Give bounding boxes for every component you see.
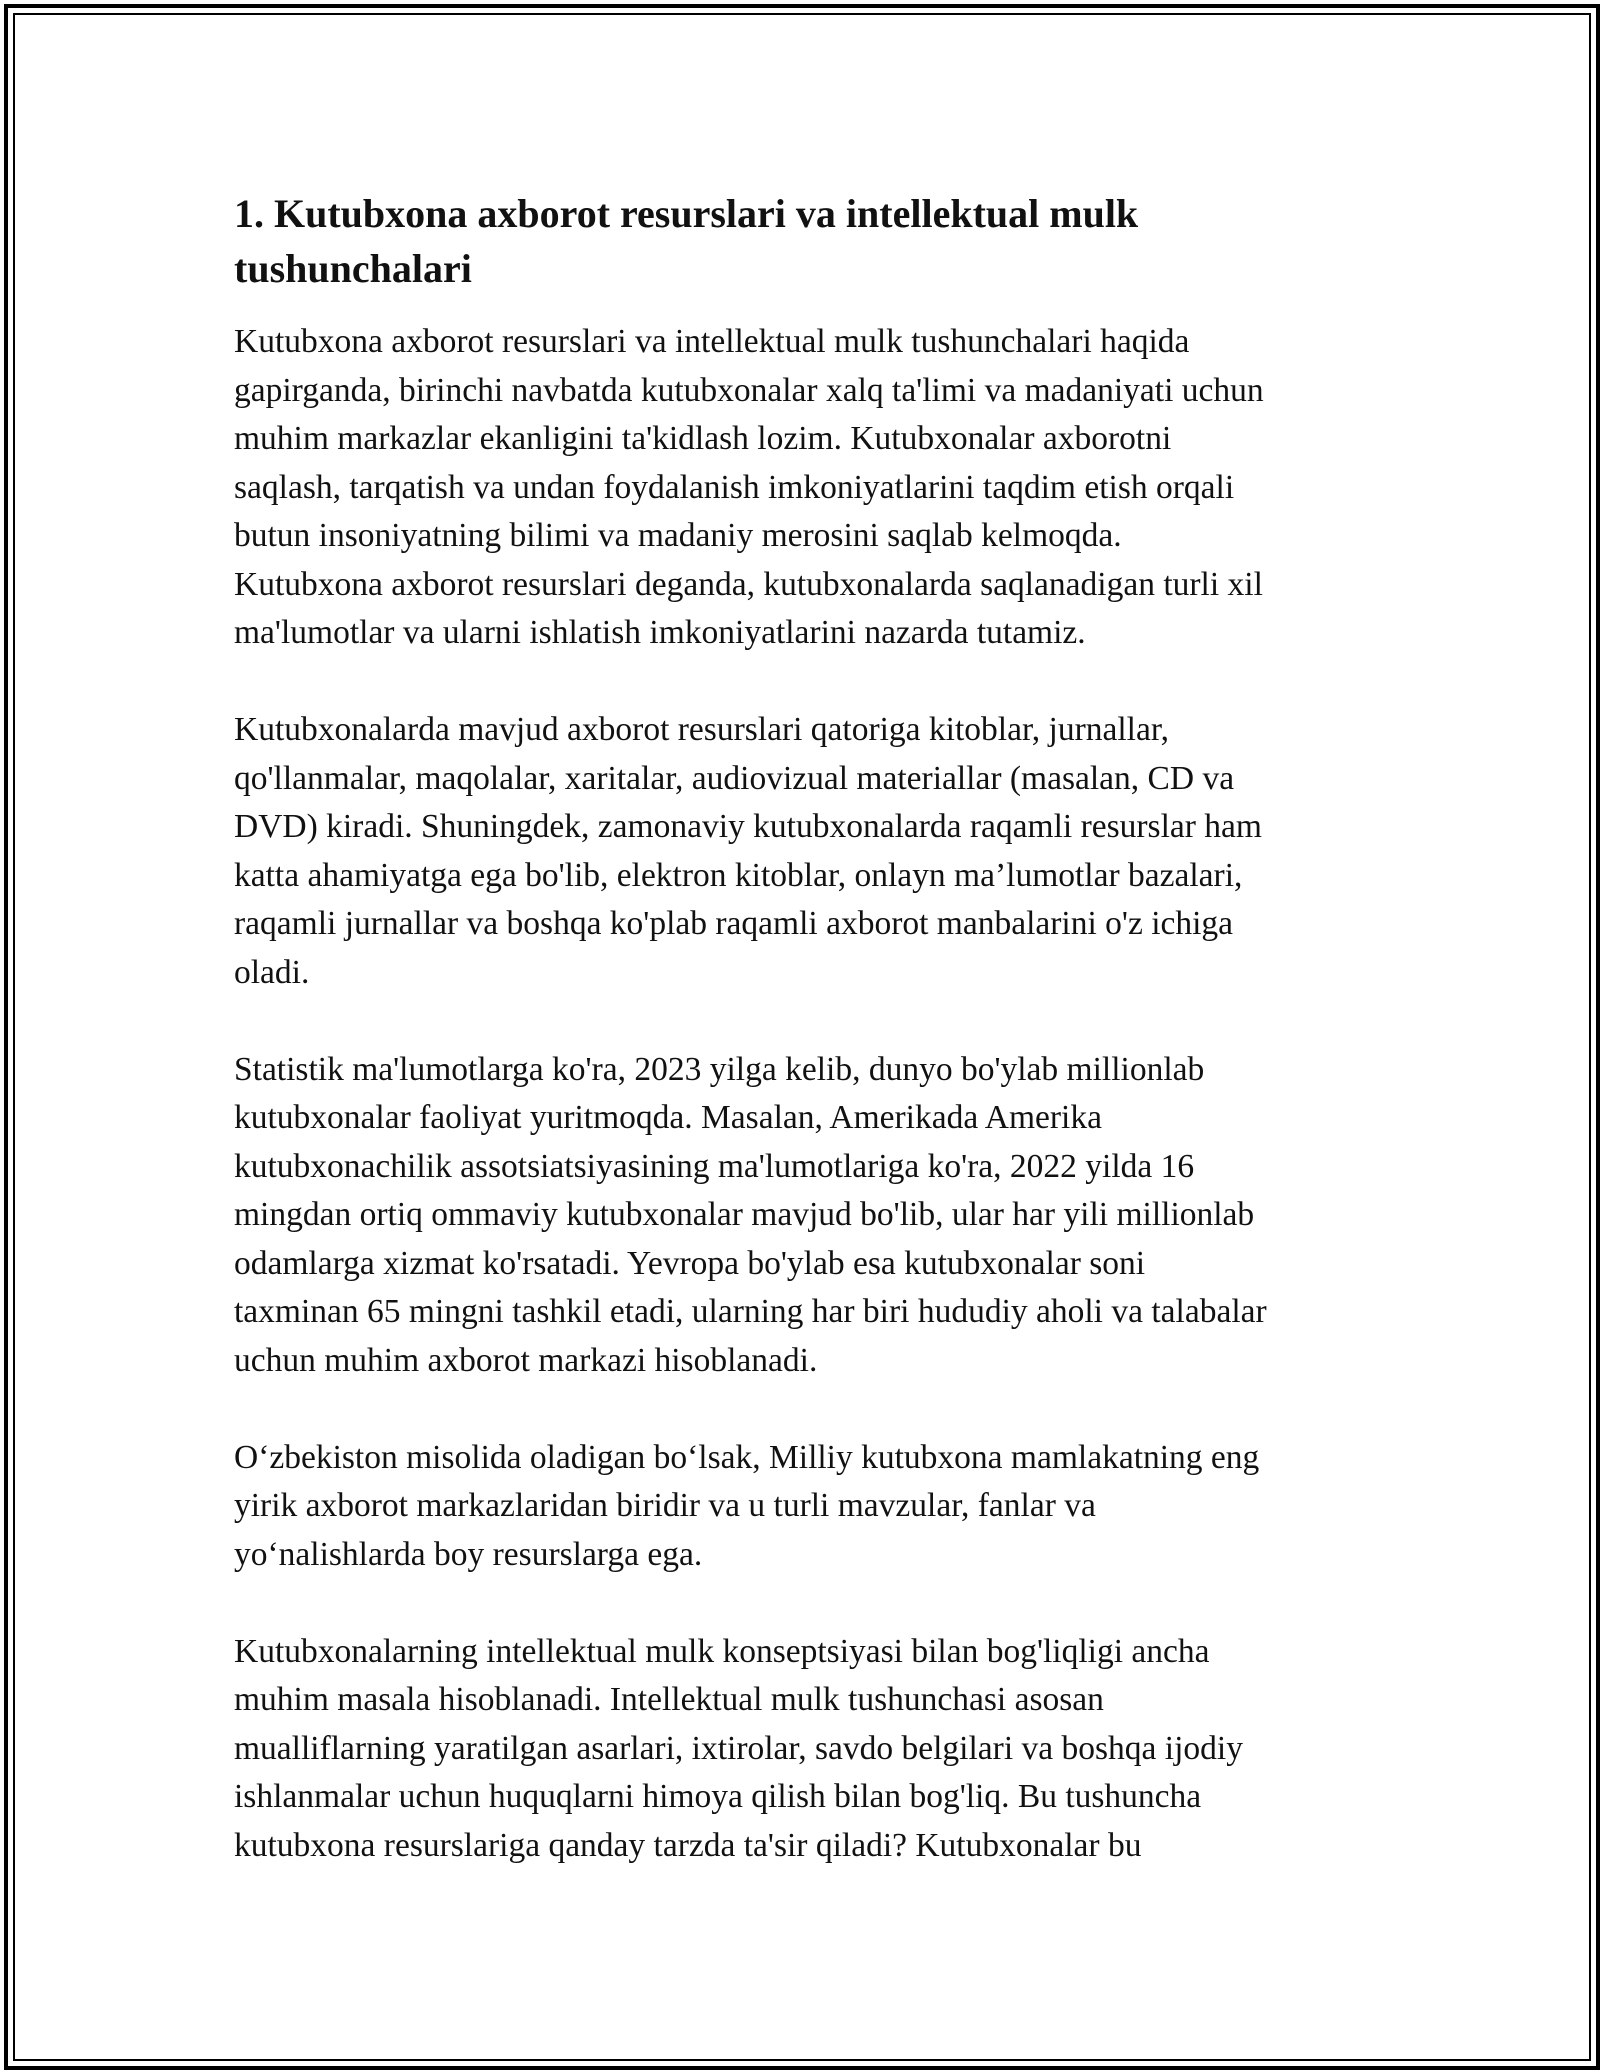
text-line: yo‘nalishlarda boy resurslarga ega.: [234, 1535, 703, 1573]
text-line: mingdan ortiq ommaviy kutubxonalar mavjud bo'lib, ular har yili millionlab: [234, 1196, 1255, 1233]
text-line: taxminan 65 mingni tashkil etadi, ularning har biri hududiy aholi va talabalar: [234, 1293, 1267, 1330]
text-line: ma'lumotlar va ularni ishlatish imkoniyatlarini nazarda tutamiz.: [234, 614, 1086, 651]
text-line: saqlash, tarqatish va undan foydalanish imkoniyatlarini taqdim etish orqali: [234, 468, 1235, 506]
text-line: muhim markazlar ekanligini ta'kidlash lozim. Kutubxonalar axborotni: [234, 420, 1172, 457]
text-line: qo'llanmalar, maqolalar, xaritalar, audiovizual materiallar (masalan, CD va: [234, 759, 1235, 797]
text-line: odamlarga xizmat ko'rsatadi. Yevropa bo'ylab esa kutubxonalar soni: [234, 1244, 1146, 1282]
text-line: Kutubxonalarning intellektual mulk konseptsiyasi bilan bog'liqligi ancha: [234, 1632, 1210, 1670]
text-line: Kutubxona axborot resurslari deganda, kutubxonalarda saqlanadigan turli xil: [234, 565, 1263, 603]
text-line: yirik axborot markazlaridan biridir va u turli mavzular, fanlar va: [234, 1487, 1096, 1524]
paragraph-statistics: [234, 1046, 1374, 1386]
text-line: katta ahamiyatga ega bo'lib, elektron kitoblar, onlayn ma’lumotlar bazalari,: [234, 856, 1243, 894]
text-line: mualliflarning yaratilgan asarlari, ixtirolar, savdo belgilari va boshqa ijodiy: [234, 1729, 1243, 1767]
heading-line: tushunchalari: [234, 246, 472, 291]
text-line: kutubxonachilik assotsiatsiyasining ma'lumotlariga ko'ra, 2022 yilda 16: [234, 1147, 1195, 1185]
text-line: kutubxona resurslariga qanday tarzda ta'sir qiladi? Kutubxonalar bu: [234, 1826, 1142, 1864]
text-line: Kutubxona axborot resurslari va intellektual mulk tushunchalari haqida: [234, 323, 1190, 360]
text-line: kutubxonalar faoliyat yuritmoqda. Masalan, Amerikada Amerika: [234, 1099, 1102, 1136]
text-line: uchun muhim axborot markazi hisoblanadi.: [234, 1341, 818, 1379]
text-line: ishlanmalar uchun huquqlarni himoya qilish bilan bog'liq. Bu tushuncha: [234, 1778, 1202, 1815]
text-line: Statistik ma'lumotlarga ko'ra, 2023 yilga kelib, dunyo bo'ylab millionlab: [234, 1050, 1205, 1088]
text-line: Kutubxonalarda mavjud axborot resurslari qatoriga kitoblar, jurnallar,: [234, 711, 1170, 748]
text-line: muhim masala hisoblanadi. Intellektual mulk tushunchasi asosan: [234, 1681, 1104, 1718]
text-line: gapirganda, birinchi navbatda kutubxonalar xalq ta'limi va madaniyati uchun: [234, 371, 1264, 409]
heading-line: 1. Kutubxona axborot resurslari va intellektual mulk: [234, 191, 1139, 236]
paragraph-intellectual-property: [234, 1628, 1374, 1871]
paragraph-resources: [234, 706, 1374, 997]
paragraph-intro: [234, 318, 1374, 658]
text-line: raqamli jurnallar va boshqa ko'plab raqamli axborot manbalarini o'z ichiga: [234, 905, 1234, 942]
text-line: oladi.: [234, 953, 310, 991]
text-line: DVD) kiradi. Shuningdek, zamonaviy kutubxonalarda raqamli resurslar ham: [234, 808, 1262, 845]
document-body: [234, 186, 1374, 1870]
paragraph-uzbekistan: [234, 1434, 1374, 1580]
section-heading: [234, 186, 1374, 296]
text-line: butun insoniyatning bilimi va madaniy merosini saqlab kelmoqda.: [234, 517, 1122, 554]
text-line: O‘zbekiston misolida oladigan bo‘lsak, Milliy kutubxona mamlakatning eng: [234, 1438, 1260, 1476]
